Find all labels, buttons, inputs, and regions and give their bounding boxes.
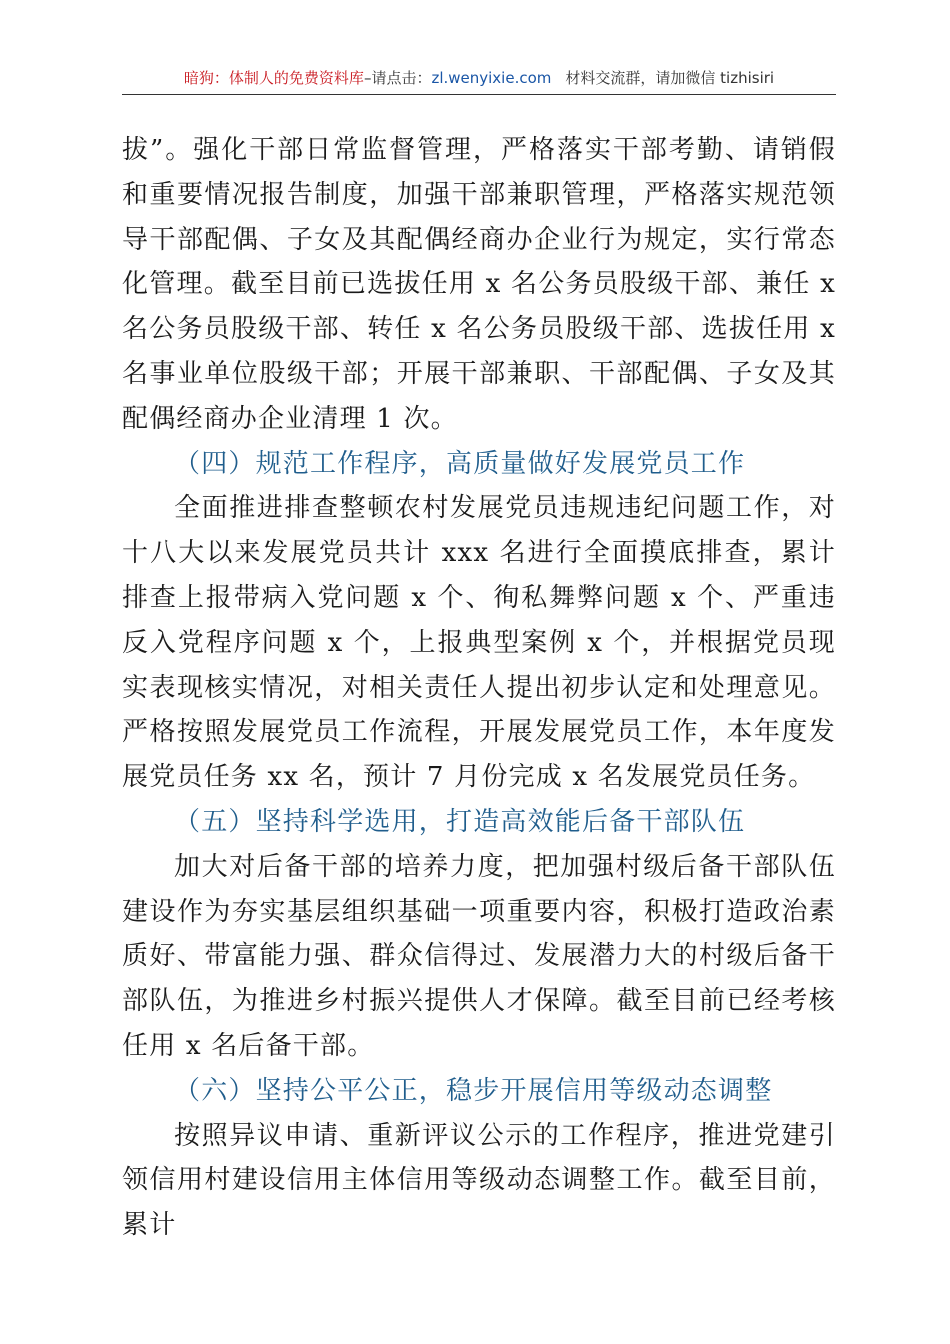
- paragraph-credit-adjustment: 按照异议申请、重新评议公示的工作程序，推进党建引领信用村建设信用主体信用等级动态调整工作。截至目前，累计: [122, 1120, 836, 1241]
- document-body: [122, 128, 836, 1248]
- header-wechat-note: 材料交流群，请加微信 tizhisiri: [565, 69, 775, 87]
- header-separator: –请点击：: [363, 69, 432, 87]
- section-heading-4: （四）规范工作程序，高质量做好发展党员工作: [174, 448, 746, 479]
- section-heading-5: （五）坚持科学选用，打造高效能后备干部队伍: [174, 806, 746, 837]
- paragraph-cadre-supervision: 拔”。强化干部日常监督管理，严格落实干部考勤、请销假和重要情况报告制度，加强干部兼职管理，严格落实规范领导干部配偶、子女及其配偶经商办企业行为规定，实行常态化管理。截至目前已选拔任用 x 名公务员股级干部、兼任 x 名公务员股级干部、转任 x 名公务员股级干部、选拔任用 x 名事业单位股级干部；开展干部兼职、干部配偶、子女及其配偶经商办企业清理 1 次。: [122, 135, 836, 434]
- section-heading-6: （六）坚持公平公正，稳步开展信用等级动态调整: [174, 1075, 773, 1106]
- header-brand: 暗狗：体制人的免费资料库: [183, 69, 364, 87]
- header-link[interactable]: zl.wenyixie.com: [431, 69, 552, 87]
- page-header: [122, 68, 836, 95]
- paragraph-party-member-development: 全面推进排查整顿农村发展党员违规违纪问题工作，对十八大以来发展党员共计 xxx 名进行全面摸底排查，累计排查上报带病入党问题 x 个、徇私舞弊问题 x 个、严重违反入党程序问题 x 个，上报典型案例 x 个，并根据党员现实表现核实情况，对相关责任人提出初步认定和处理意见。严格按照发展党员工作流程，开展发展党员工作，本年度发展党员任务 xx 名，预计 7 月份完成 x 名发展党员任务。: [122, 493, 836, 793]
- paragraph-reserve-cadres: 加大对后备干部的培养力度，把加强村级后备干部队伍建设作为夯实基层组织基础一项重要内容，积极打造政治素质好、带富能力强、群众信得过、发展潜力大的村级后备干部队伍，为推进乡村振兴提供人才保障。截至目前已经考核任用 x 名后备干部。: [122, 851, 836, 1061]
